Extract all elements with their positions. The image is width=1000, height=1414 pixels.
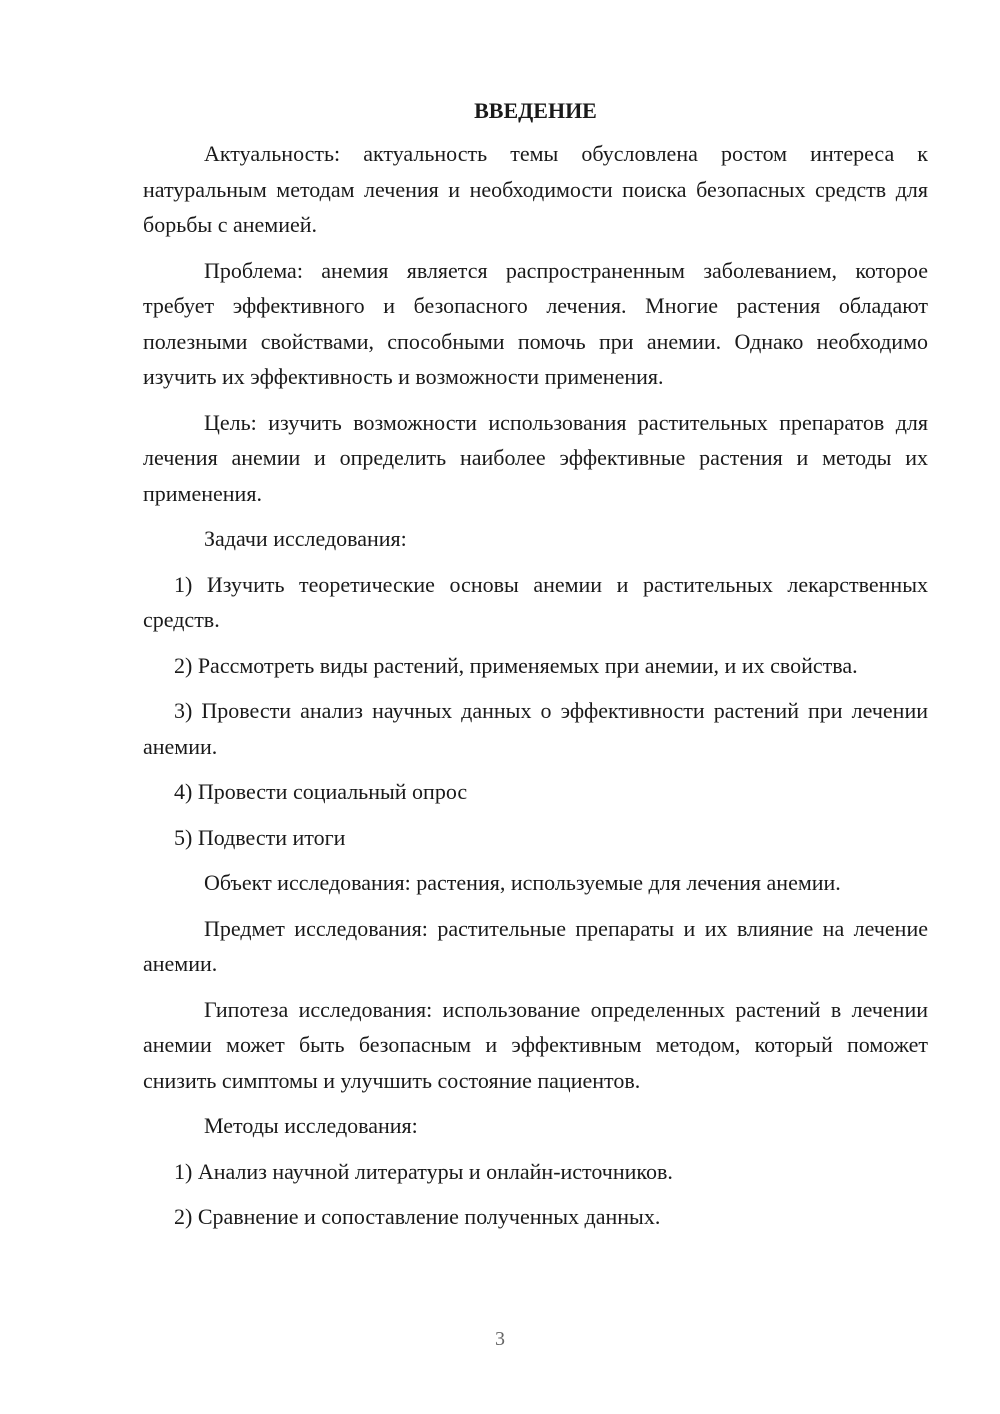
paragraph-relevance: Актуальность: актуальность темы обусловлена ростом интереса к натуральным методам лечения и необходимости поиска безопасных средств для борьбы с анемией. bbox=[143, 141, 928, 237]
paragraph-tasks-heading: Задачи исследования: bbox=[204, 526, 407, 551]
paragraph-methods-heading: Методы исследования: bbox=[204, 1113, 418, 1138]
list-item-task-4: 4) Провести социальный опрос bbox=[174, 779, 468, 804]
paragraph-object: Объект исследования: растения, используемые для лечения анемии. bbox=[204, 870, 841, 895]
list-item-task-3: 3) Провести анализ научных данных о эффективности растений при лечении анемии. bbox=[143, 698, 928, 759]
page-content bbox=[143, 96, 928, 1245]
section-title: ВВЕДЕНИЕ bbox=[474, 98, 597, 123]
paragraph-hypothesis: Гипотеза исследования: использование определенных растений в лечении анемии может быть безопасным и эффективным методом, который поможет снизить симптомы и улучшить состояние пациентов. bbox=[143, 996, 928, 1093]
paragraph-problem: Проблема: анемия является распространенным заболеванием, которое требует эффективного и безопасного лечения. Многие растения обладают полезными свойствами, способными помочь при анемии. Однако необходимо изучить их эффективность и возможности применения. bbox=[143, 257, 928, 389]
list-item-task-5: 5) Подвести итоги bbox=[174, 824, 346, 850]
paragraph-goal: Цель: изучить возможности использования растительных препаратов для лечения анемии и определить наиболее эффективные растения и методы их применения. bbox=[143, 409, 928, 506]
list-item-task-1: 1) Изучить теоретические основы анемии и растительных лекарственных средств. bbox=[143, 571, 928, 632]
list-item-task-2: 2) Рассмотреть виды растений, применяемых при анемии, и их свойства. bbox=[174, 652, 858, 678]
list-item-method-2: 2) Сравнение и сопоставление полученных данных. bbox=[174, 1204, 661, 1229]
page-number: 3 bbox=[495, 1328, 505, 1350]
list-item-method-1: 1) Анализ научной литературы и онлайн-источников. bbox=[174, 1158, 673, 1184]
paragraph-subject: Предмет исследования: растительные препараты и их влияние на лечение анемии. bbox=[143, 915, 928, 976]
